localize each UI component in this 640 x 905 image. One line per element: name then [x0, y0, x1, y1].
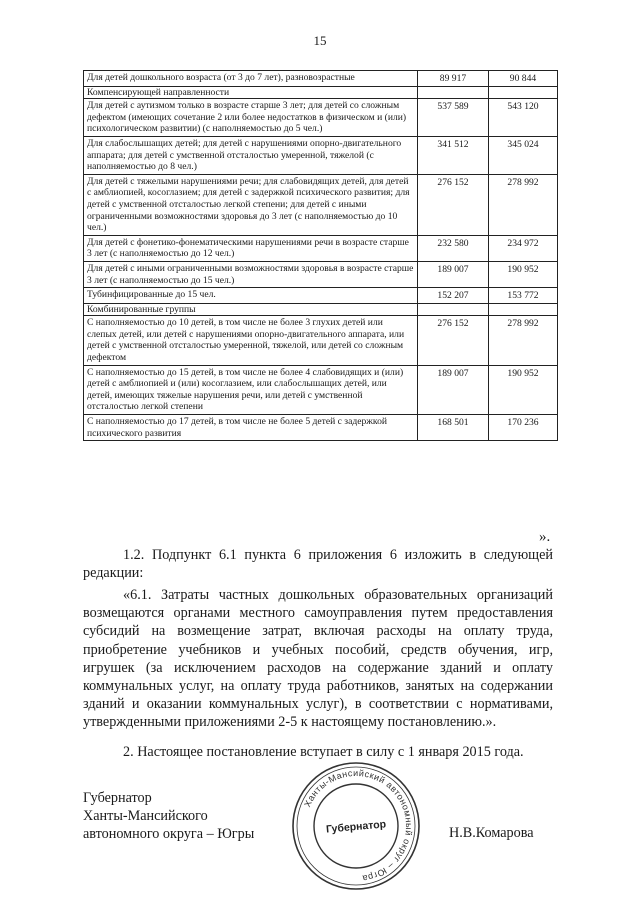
norm-value-cell-2: 234 972	[489, 235, 558, 261]
paragraph-amendment-intro: 1.2. Подпункт 6.1 пункта 6 приложения 6 изложить в следующей редакции:	[83, 547, 553, 582]
group-label-cell: С наполняемостью до 15 детей, в том числе не более 4 слабовидящих и (или) детей с амблиопией и (или) косоглазием, или слабослышащих детей, или детей, имеющих тяжелые нарушения речи, или детей с умственной отсталостью легкой степени	[84, 365, 418, 414]
signatory-name: Н.В.Комарова	[449, 825, 534, 841]
table-row	[84, 288, 558, 304]
signature-title-line: Ханты-Мансийского	[83, 807, 208, 824]
norm-value-cell-1: 89 917	[418, 71, 489, 87]
group-label-cell: Для детей с аутизмом только в возрасте старше 3 лет; для детей со сложным дефектом (имеющих сочетание 2 или более недостатков в физическом и (или) психологическом развитии) (с наполняемостью до 5 чел.)	[84, 99, 418, 137]
norm-value-cell-1: 168 501	[418, 415, 489, 441]
norm-value-cell-2: 190 952	[489, 261, 558, 287]
norm-value-cell-2: 543 120	[489, 99, 558, 137]
group-label-cell: Для слабослышащих детей; для детей с нарушениями опорно-двигательного аппарата; для детей с умственной отсталостью умеренной, тяжелой (с наполняемостью до 8 чел.)	[84, 136, 418, 174]
paragraph-effective-date: 2. Настоящее постановление вступает в силу с 1 января 2015 года.	[123, 744, 524, 760]
norm-value-cell-1: 341 512	[418, 136, 489, 174]
table-section-row	[84, 303, 558, 316]
official-seal-stamp	[288, 760, 424, 892]
svg-text:Ханты-Мансийский автономный ок: Ханты-Мансийский автономный округ – Югра	[302, 767, 415, 884]
empty-cell	[418, 303, 489, 316]
norm-value-cell-2: 153 772	[489, 288, 558, 304]
table-row	[84, 235, 558, 261]
group-label-cell: С наполняемостью до 10 детей, в том числе не более 3 глухих детей или слепых детей, или детей с нарушениями опорно-двигательного аппарата, или детей с умственной отсталостью умеренной, тяжелой, или детей со сложным дефектом	[84, 316, 418, 365]
norm-value-cell-2: 90 844	[489, 71, 558, 87]
empty-cell	[489, 86, 558, 99]
norm-value-cell-2: 190 952	[489, 365, 558, 414]
group-label-cell: Тубинфицированные до 15 чел.	[84, 288, 418, 304]
page-number: 15	[313, 33, 327, 48]
group-label-cell: Для детей с тяжелыми нарушениями речи; для слабовидящих детей, для детей с амблиопией, косоглазием; для детей с задержкой психического развития; для детей с умственной отсталостью легкой степени; для детей с иными ограниченными возможностями здоровья до 3 лет (с наполняемостью до 10 чел.)	[84, 174, 418, 235]
norm-value-cell-1: 152 207	[418, 288, 489, 304]
table-row	[84, 415, 558, 441]
norm-value-cell-2: 170 236	[489, 415, 558, 441]
table-row	[84, 71, 558, 87]
norm-value-cell-1: 276 152	[418, 174, 489, 235]
closing-quote: ».	[539, 529, 551, 545]
norm-value-cell-1: 276 152	[418, 316, 489, 365]
group-label-cell: Для детей с иными ограниченными возможностями здоровья в возрасте старше 3 лет (с наполняемостью до 15 чел.)	[84, 261, 418, 287]
table-row	[84, 365, 558, 414]
signature-title-line: автономного округа – Югры	[83, 825, 255, 842]
signature-title-line: Губернатор	[83, 790, 152, 806]
norms-table	[83, 70, 558, 441]
norm-value-cell-2: 345 024	[489, 136, 558, 174]
group-label-cell: Для детей с фонетико-фонематическими нарушениями речи в возрасте старше 3 лет (с наполняемостью до 12 чел.)	[84, 235, 418, 261]
group-label-cell: С наполняемостью до 17 детей, в том числе не более 5 детей с задержкой психического развития	[84, 415, 418, 441]
norm-value-cell-1: 189 007	[418, 261, 489, 287]
table-row	[84, 99, 558, 137]
svg-text:Губернатор: Губернатор	[325, 818, 387, 836]
norm-value-cell-2: 278 992	[489, 174, 558, 235]
table-section-row	[84, 86, 558, 99]
table-row	[84, 174, 558, 235]
section-label-cell: Компенсирующей направленности	[84, 86, 418, 99]
table-row	[84, 136, 558, 174]
empty-cell	[418, 86, 489, 99]
group-label-cell: Для детей дошкольного возраста (от 3 до 7 лет), разновозрастные	[84, 71, 418, 87]
empty-cell	[489, 303, 558, 316]
norm-value-cell-1: 537 589	[418, 99, 489, 137]
norm-value-cell-2: 278 992	[489, 316, 558, 365]
signature-title	[83, 790, 254, 843]
norm-value-cell-1: 189 007	[418, 365, 489, 414]
table-row	[84, 316, 558, 365]
table-row	[84, 261, 558, 287]
norm-value-cell-1: 232 580	[418, 235, 489, 261]
section-label-cell: Комбинированные группы	[84, 303, 418, 316]
paragraph-amendment-text: «6.1. Затраты частных дошкольных образовательных организаций возмещаются органами местного самоуправления путем предоставления субсидий на возмещение затрат, включая расходы на оплату труда, приобретение учебников и учебных пособий, средств обучения, игр, игрушек (за исключением расходов на содержание зданий и оплату коммунальных услуг, на оплату труда работников, занятых на содержании зданий и оказании коммунальных услуг), в соответствии с нормативами, утвержденными приложениями 2-5 к настоящему постановлению.».	[83, 587, 553, 731]
